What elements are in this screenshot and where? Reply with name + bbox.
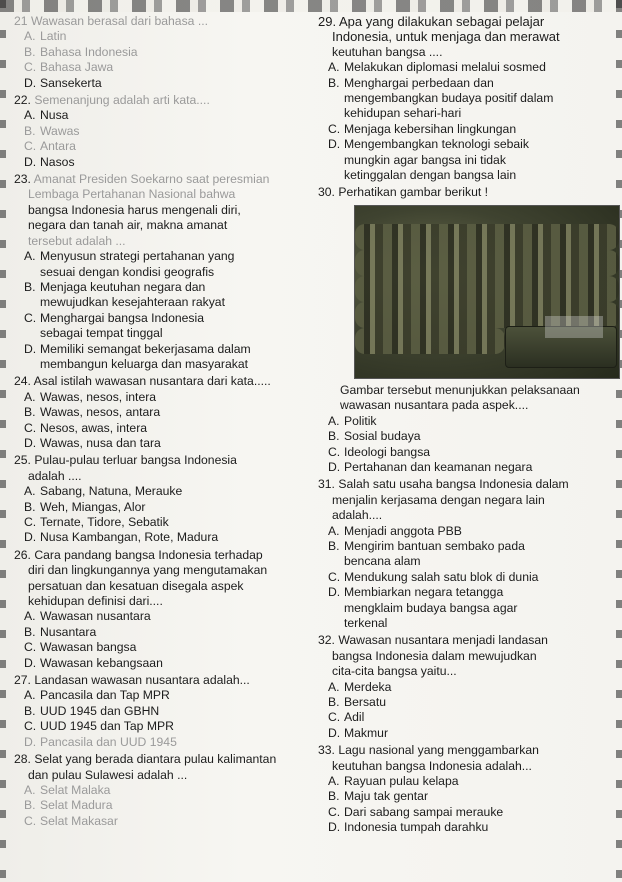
question-26 xyxy=(14,548,306,671)
option-b-cont: bencana alam xyxy=(344,554,421,569)
option-b: B. Wawas xyxy=(24,123,80,138)
option-d: D. Mengembangkan teknologi sebaik xyxy=(328,137,529,152)
question-22 xyxy=(14,93,306,170)
option-a: A. Latin xyxy=(24,29,67,44)
option-b-cont: kehidupan sehari-hari xyxy=(344,106,462,121)
left-column xyxy=(14,14,306,829)
question-stem-cont: persatuan dan kesatuan disegala aspek xyxy=(28,578,244,593)
option-c: C. Bahasa Jawa xyxy=(24,60,114,75)
option-c: C. Antara xyxy=(24,139,76,154)
question-stem: 29. Apa yang dilakukan sebagai pelajar xyxy=(318,14,545,29)
question-stem-cont: kehidupan definisi dari.... xyxy=(28,594,163,609)
option-d: D. Indonesia tumpah darahku xyxy=(328,820,489,835)
question-stem-cont: dan pulau Sulawesi adalah ... xyxy=(28,767,188,782)
binding-edge-left xyxy=(0,0,6,882)
option-a: A. Melakukan diplomasi melalui sosmed xyxy=(328,60,546,75)
question-stem: 23. Amanat Presiden Soekarno saat peresmian xyxy=(14,172,270,187)
question-stem: 27. Landasan wawasan nusantara adalah... xyxy=(14,673,250,688)
option-b: B. Selat Madura xyxy=(24,798,113,813)
question-28 xyxy=(14,752,306,829)
option-a: A. Politik xyxy=(328,413,377,428)
option-c: C. Wawasan bangsa xyxy=(24,640,137,655)
question-stem: 30. Perhatikan gambar berikut ! xyxy=(318,185,489,200)
question-30 xyxy=(318,185,614,475)
question-stem: 31. Salah satu usaha bangsa Indonesia dalam xyxy=(318,477,569,492)
option-d: D. Nusa Kambangan, Rote, Madura xyxy=(24,530,219,545)
option-b: B. Menghargai perbedaan dan xyxy=(328,75,494,90)
option-b-cont: mengembangkan budaya positif dalam xyxy=(344,91,554,106)
question-25 xyxy=(14,453,306,545)
question-stem-cont: tersebut adalah ... xyxy=(28,233,126,248)
binding-edge-right xyxy=(616,0,622,882)
option-c: C. Selat Makasar xyxy=(24,813,118,828)
question-32 xyxy=(318,633,614,741)
question-24 xyxy=(14,374,306,451)
option-a: A. Rayuan pulau kelapa xyxy=(328,774,459,789)
option-a: A. Pancasila dan Tap MPR xyxy=(24,688,170,703)
option-d: D. Sansekerta xyxy=(24,75,102,90)
option-d: D. Memiliki semangat bekerjasama dalam xyxy=(24,341,251,356)
option-d: D. Pancasila dan UUD 1945 xyxy=(24,734,177,749)
question-29 xyxy=(318,14,614,183)
option-b: B. Nusantara xyxy=(24,624,97,639)
option-a: A. Menjadi anggota PBB xyxy=(328,523,462,538)
question-31 xyxy=(318,477,614,631)
option-c-cont: sebagai tempat tinggal xyxy=(40,326,163,341)
option-a: A. Nusa xyxy=(24,108,69,123)
option-c: C. Dari sabang sampai merauke xyxy=(328,804,504,819)
option-b: B. Wawas, nesos, antara xyxy=(24,405,161,420)
option-c: C. Adil xyxy=(328,710,365,725)
option-b: B. Bersatu xyxy=(328,695,387,709)
option-a: A. Merdeka xyxy=(328,679,392,694)
question-stem-cont: keutuhan bangsa .... xyxy=(332,44,443,59)
question-33 xyxy=(318,743,614,835)
question-stem-cont: wawasan nusantara pada aspek.... xyxy=(340,398,529,413)
question-21 xyxy=(14,14,306,91)
soldiers-photo xyxy=(354,205,620,379)
option-d-cont: mengklaim budaya bangsa agar xyxy=(344,600,518,615)
option-c: C. UUD 1945 dan Tap MPR xyxy=(24,719,174,734)
question-23 xyxy=(14,172,306,372)
option-a-cont: sesuai dengan kondisi geografis xyxy=(40,264,215,279)
photo-watermark xyxy=(545,316,603,338)
option-c: C. Ideologi bangsa xyxy=(328,444,431,459)
option-d: D. Wawas, nusa dan tara xyxy=(24,435,161,450)
question-stem-cont: bangsa Indonesia dalam mewujudkan xyxy=(332,648,537,663)
option-d: D. Pertahanan dan keamanan negara xyxy=(328,459,533,474)
option-d: D. Membiarkan negara tetangga xyxy=(328,585,504,600)
right-column xyxy=(318,14,614,836)
option-d-cont: mungkin agar bangsa ini tidak xyxy=(344,152,506,167)
option-b: B. Bahasa Indonesia xyxy=(24,44,138,59)
option-d: D. Makmur xyxy=(328,725,389,740)
question-stem-cont: diri dan lingkungannya yang mengutamakan xyxy=(28,563,268,578)
option-d-cont: ketinggalan dengan bangsa lain xyxy=(344,168,517,183)
question-stem-cont: cita-cita bangsa yaitu... xyxy=(332,664,457,679)
question-stem: 21 Wawasan berasal dari bahasa ... xyxy=(14,14,208,28)
question-stem-cont: menjalin kerjasama dengan negara lain xyxy=(332,492,545,507)
question-27 xyxy=(14,673,306,750)
option-a: A. Sabang, Natuna, Merauke xyxy=(24,484,183,499)
option-c: C. Nesos, awas, intera xyxy=(24,420,148,435)
question-stem: 32. Wawasan nusantara menjadi landasan xyxy=(318,633,548,648)
question-stem-cont: bangsa Indonesia harus mengenali diri, xyxy=(28,202,241,217)
option-d: D. Nasos xyxy=(24,154,75,169)
question-stem: 25. Pulau-pulau terluar bangsa Indonesia xyxy=(14,453,237,468)
question-stem-cont: keutuhan bangsa Indonesia adalah... xyxy=(332,758,532,773)
question-stem: 26. Cara pandang bangsa Indonesia terhadap xyxy=(14,547,263,562)
question-stem-cont: adalah.... xyxy=(332,508,383,523)
option-b: B. UUD 1945 dan GBHN xyxy=(24,703,160,718)
option-c: C. Mendukung salah satu blok di dunia xyxy=(328,569,539,584)
option-b: B. Weh, Miangas, Alor xyxy=(24,499,146,514)
question-stem: 33. Lagu nasional yang menggambarkan xyxy=(318,743,539,758)
question-stem: 28. Selat yang berada diantara pulau kalimantan xyxy=(14,752,277,767)
option-c: C. Menghargai bangsa Indonesia xyxy=(24,310,204,325)
option-b-cont: mewujudkan kesejahteraan rakyat xyxy=(40,295,225,310)
question-stem: 22. Semenanjung adalah arti kata.... xyxy=(14,93,210,108)
question-stem-cont: Indonesia, untuk menjaga dan merawat xyxy=(332,29,560,45)
option-a: A. Menyusun strategi pertahanan yang xyxy=(24,249,235,264)
option-b: B. Menjaga keutuhan negara dan xyxy=(24,279,206,294)
option-a: A. Wawasan nusantara xyxy=(24,609,151,624)
paper-top-edge xyxy=(0,0,622,12)
question-stem: 24. Asal istilah wawasan nusantara dari kata..... xyxy=(14,374,271,389)
question-stem-cont: Lembaga Pertahanan Nasional bahwa xyxy=(28,187,236,202)
option-b: B. Sosial budaya xyxy=(328,429,421,444)
question-stem-cont: adalah .... xyxy=(28,468,82,483)
option-a: A. Wawas, nesos, intera xyxy=(24,389,157,404)
option-c: C. Ternate, Tidore, Sebatik xyxy=(24,515,169,529)
option-b: B. Mengirim bantuan sembako pada xyxy=(328,538,525,553)
question-stem-cont: negara dan tanah air, makna amanat xyxy=(28,218,228,233)
option-b: B. Maju tak gentar xyxy=(328,789,429,804)
option-d-cont: membangun keluarga dan masyarakat xyxy=(40,356,248,371)
option-c: C. Menjaga kebersihan lingkungan xyxy=(328,121,517,136)
question-stem-cont: Gambar tersebut menunjukkan pelaksanaan xyxy=(340,382,580,397)
option-d-cont: terkenal xyxy=(344,615,388,630)
option-d: D. Wawasan kebangsaan xyxy=(24,655,163,670)
option-a: A. Selat Malaka xyxy=(24,782,111,797)
